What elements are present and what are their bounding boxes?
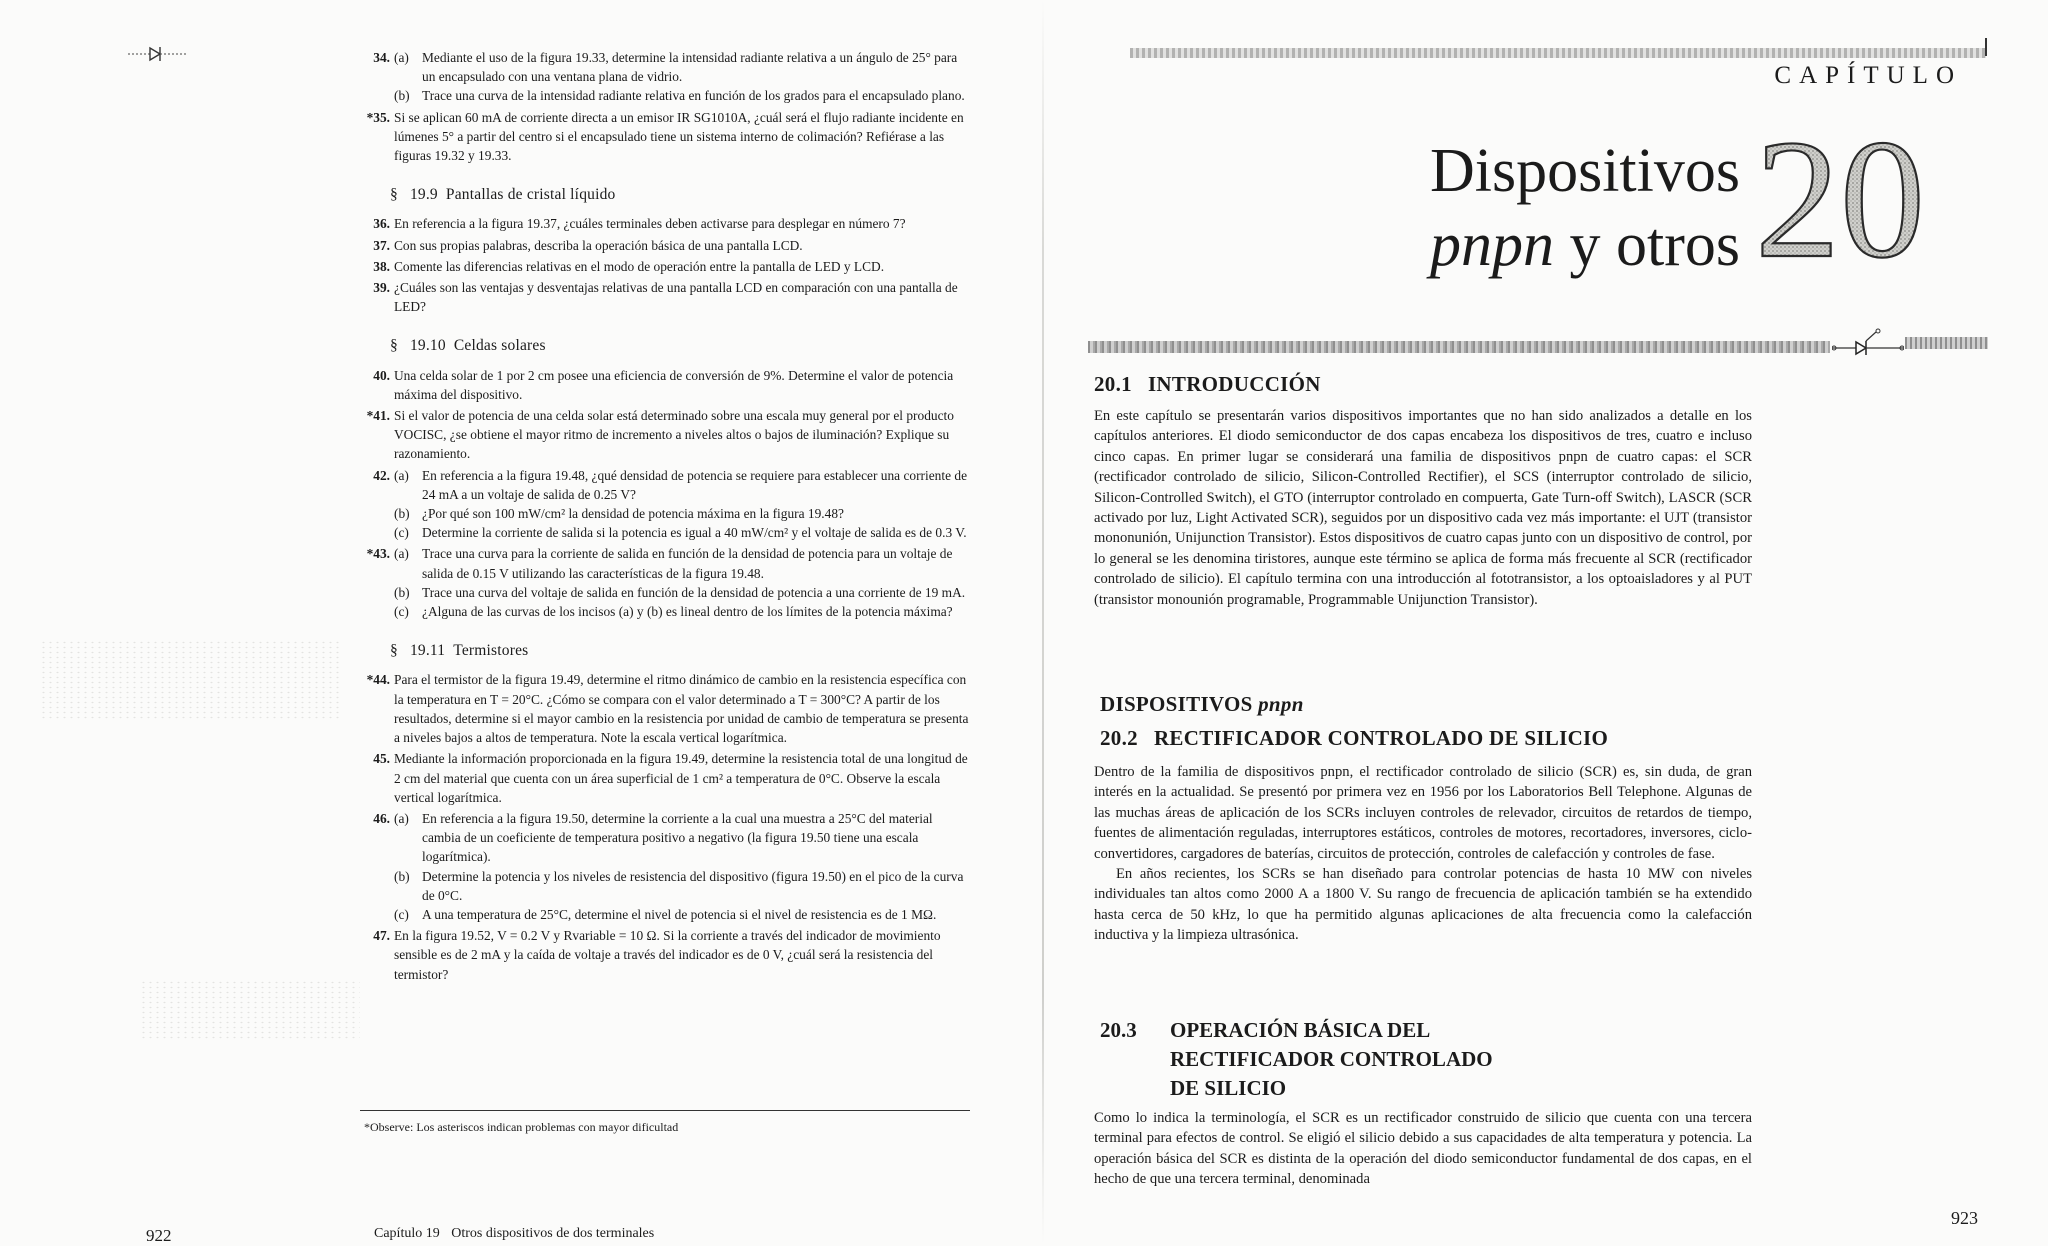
problem-part-text: ¿Alguna de las curvas de los incisos (a) y (b) es lineal dentro de los límites de la potencia máxima? <box>422 604 953 620</box>
chapter-title-line1: Dispositivos <box>1429 137 1740 205</box>
problem-group <box>360 214 970 316</box>
problem-number: 34. <box>373 50 390 65</box>
problem-list <box>360 48 970 986</box>
chapter-number <box>1740 118 1940 278</box>
section-title-line1: OPERACIÓN BÁSICA DEL <box>1170 1018 1431 1042</box>
problem-number: 39. <box>373 280 390 296</box>
problem-item <box>360 236 970 255</box>
problem-text: Si el valor de potencia de una celda solar está determinado sobre una escala muy general por el producto VOCISC, ¿se obtiene el mayor ritmo de incremento a niveles altos o bajos de iluminación? Explique su razonamiento. <box>394 408 954 462</box>
problem-part-label: (a) <box>394 546 409 562</box>
scr-paragraphs <box>1094 762 1752 946</box>
problem-item <box>360 214 970 233</box>
chapter-title-rest: y otros <box>1554 211 1740 279</box>
problem-part <box>394 602 970 621</box>
problem-part-text: A una temperatura de 25°C, determine el nivel de potencia si el nivel de resistencia es de 1 MΩ. <box>422 906 937 922</box>
operation-paragraph <box>1094 1108 1752 1190</box>
page-number: 923 <box>1951 1208 1978 1228</box>
problem-part <box>394 466 970 504</box>
problem-text: Comente las diferencias relativas en el modo de operación entre la pantalla de LED y LCD. <box>394 258 885 274</box>
paragraph: En este capítulo se presentarán varios dispositivos importantes que no han sido analizados a detalle en los capítulos anteriores. El diodo semiconductor de dos capas encabeza los dispositivos de tres, cuatro e incluso cinco capas. En primer lugar se considerará una familia de dispositivos pnpn de cuatro capas: el SCR (rectificador controlado de silicio, Silicon-Controlled Rectifier), el SCS (interruptor controlado de silicio, Silicon-Controlled Switch), el GTO (interruptor controlado en compuerta, Gate Turn-off Switch), LASCR (SCR activado por luz, Light Activated SCR), seguidos por un dispositivo cada vez más importante: el UJT (transistor mononunión, Unijunction Transistor). Estos dispositivos de cuatro capas junto con un dispositivo de control, por lo general se les denomina tiristores, aunque este término se aplica de forma más frecuente al SCR (rectificador controlado de silicio). El capítulo termina con una introducción al fototransistor, a los optoaisladores y al PUT (transistor monounión programable, Programmable Unijunction Transistor). <box>1094 408 1752 608</box>
problem-group <box>360 670 970 983</box>
problem-item <box>360 466 970 543</box>
problem-part <box>394 867 970 905</box>
problem-group <box>360 366 970 622</box>
problem-item <box>360 278 970 316</box>
section-title-line2: RECTIFICADOR CONTROLADO <box>1170 1047 1493 1071</box>
section-title: Celdas solares <box>453 337 546 355</box>
problem-part <box>394 905 970 924</box>
section-heading-19-11 <box>390 641 970 660</box>
section-heading-20-2 <box>1100 726 1608 751</box>
problem-part-label: (b) <box>394 88 410 104</box>
problem-part-label: (a) <box>394 810 409 826</box>
section-heading-20-3 <box>1100 1016 1493 1103</box>
part-heading-text: DISPOSITIVOS <box>1100 692 1259 716</box>
problem-number: 38. <box>373 258 390 274</box>
problem-part <box>394 86 970 105</box>
page-number: 922 <box>146 1226 172 1245</box>
problem-part-text: En referencia a la figura 19.48, ¿qué densidad de potencia se requiere para establecer una corriente de 24 mA a un voltaje de salida de 0.25 V? <box>422 467 968 502</box>
chapter-title-italic: pnpn <box>1430 211 1554 279</box>
running-head-title: Otros dispositivos de dos terminales <box>451 1226 655 1241</box>
section-symbol: § <box>390 337 398 355</box>
problem-number: *41. <box>366 408 390 424</box>
problem-part-text: Trace una curva para la corriente de salida en función de la densidad de potencia para un voltaje de salida de 0.15 V utilizando las características de la figura 19.48. <box>422 546 953 581</box>
top-rule <box>1130 48 1986 58</box>
ornament-rule-end <box>1905 337 1988 349</box>
section-title-line3: DE SILICIO <box>1170 1076 1287 1100</box>
intro-paragraph <box>1094 406 1752 610</box>
problem-part-text: Trace una curva de la intensidad radiante relativa en función de los grados para el encapsulado plano. <box>422 88 965 104</box>
problem-number: *44. <box>366 672 390 688</box>
section-symbol: § <box>390 186 398 204</box>
problem-part-label: (a) <box>394 467 409 483</box>
running-head <box>374 1226 654 1242</box>
problem-item <box>360 108 970 166</box>
section-title: Termistores <box>453 642 529 660</box>
problem-part-text: Determine la corriente de salida si la potencia es igual a 40 mW/cm² y el voltaje de salida es de 0.3 V. <box>422 525 967 541</box>
problem-part <box>394 523 970 542</box>
problem-item <box>360 544 970 621</box>
problem-part <box>394 504 970 523</box>
section-number: 19.11 <box>409 642 446 660</box>
problem-number: 37. <box>373 237 390 253</box>
problem-part-text: ¿Por qué son 100 mW/cm² la densidad de potencia máxima en la figura 19.48? <box>422 506 844 522</box>
problem-number: 46. <box>373 810 390 826</box>
running-head-chapter: Capítulo 19 <box>374 1226 440 1241</box>
section-title: RECTIFICADOR CONTROLADO DE SILICIO <box>1153 726 1609 750</box>
part-heading-pnpn <box>1100 692 1304 717</box>
section-number: 20.2 <box>1100 726 1138 750</box>
problem-number: 47. <box>373 928 390 944</box>
problem-number: 40. <box>373 367 390 383</box>
problem-text: ¿Cuáles son las ventajas y desventajas relativas de una pantalla LCD en comparación con una pantalla de LED? <box>394 280 958 315</box>
chapter-label: CAPÍTULO <box>1774 62 1962 89</box>
problem-number: 42. <box>373 467 390 483</box>
problem-item <box>360 366 970 404</box>
problem-part-label: (a) <box>394 50 409 65</box>
problem-group <box>360 48 970 165</box>
problem-part-label: (b) <box>394 584 410 600</box>
footnote-rule <box>360 1110 970 1111</box>
section-number: 20.1 <box>1094 372 1132 396</box>
section-number: 19.10 <box>409 337 446 355</box>
paragraph: Como lo indica la terminología, el SCR es un rectificador construido de silicio que cuenta con una tercera terminal para efectos de control. Se eligió el silicio debido a sus capacidades de alta temperatura y potencia. La operación básica del SCR es distinta de la operación del diodo semiconductor fundamental de dos capas, en el hecho de que una tercera terminal, denominada <box>1094 1110 1752 1188</box>
problem-text: Una celda solar de 1 por 2 cm posee una eficiencia de conversión de 9%. Determine el valor de potencia máxima del dispositivo. <box>394 367 954 402</box>
scan-noise <box>40 640 340 720</box>
part-heading-italic: pnpn <box>1258 692 1304 716</box>
problem-part-label: (b) <box>394 506 410 522</box>
chapter-title <box>1300 134 1740 282</box>
problem-item <box>360 749 970 807</box>
problem-item <box>360 406 970 464</box>
diode-symbol-icon <box>128 44 188 64</box>
problem-part-label: (c) <box>394 525 409 541</box>
problem-part-text: En referencia a la figura 19.50, determine la corriente a la cual una muestra a 25°C del material cambia de un coeficiente de temperatura positivo a negativo (la figura 19.50 tiene una escala logarítmica). <box>422 810 933 865</box>
section-heading-19-10 <box>390 336 970 355</box>
problem-text: Para el termistor de la figura 19.49, determine el ritmo dinámico de cambio en la resistencia específica con la temperatura en T = 20°C. ¿Cómo se compara con el valor determinado a T = 300°C? A partir de los resultados, determine si el mayor cambio en la resistencia por unidad de cambio de temperatura se presenta a niveles bajos a altos de temperatura. Note la escala vertical logarítmica. <box>394 672 969 746</box>
scr-symbol-icon <box>1832 328 1904 362</box>
section-title: Pantallas de cristal líquido <box>445 186 616 204</box>
problem-number: *43. <box>366 546 390 562</box>
problem-text: En la figura 19.52, V = 0.2 V y Rvariable = 10 Ω. Si la corriente a través del indicador de movimiento sensible es de 2 mA y la caída de voltaje a través del indicador es de 0 V, ¿cuál será la resistencia del termistor? <box>394 928 941 982</box>
problem-part <box>394 809 970 867</box>
problem-part <box>394 583 970 602</box>
section-heading-19-9 <box>390 185 970 204</box>
problem-item <box>360 48 970 106</box>
paragraph: Dentro de la familia de dispositivos pnpn, el rectificador controlado de silicio (SCR) es, sin duda, de gran interés en la actualidad. Se presentó por primera vez en 1956 por los Laboratorios Bell Telephone. Algunas de las muchas áreas de aplicación de los SCRs incluyen controles de relevador, circuitos de retardos de tiempo, fuentes de alimentación reguladas, interruptores estáticos, controles de motores, recortadores, inversores, ciclo-convertidores, cargadores de baterías, circuitos de protección, controles de calefacción y controles de fase. <box>1094 764 1752 862</box>
problem-item <box>360 926 970 984</box>
problem-part-label: (c) <box>394 906 409 922</box>
problem-number: 45. <box>373 751 390 767</box>
problem-text: Si se aplican 60 mA de corriente directa a un emisor IR SG1010A, ¿cuál será el flujo radiante incidente en lúmenes 5° a partir del centro si el encapsulado tiene un sistema interno de colimación? Refiérase a las figuras 19.32 y 19.33. <box>394 109 964 164</box>
problem-part-text: Mediante el uso de la figura 19.33, determine la intensidad radiante relativa a un ángulo de 25° para un encapsulado con una ventana plana de vidrio. <box>422 50 958 85</box>
section-number: 20.3 <box>1100 1018 1137 1042</box>
problem-number: *35. <box>366 109 390 125</box>
right-page <box>1040 0 2048 1244</box>
section-title: INTRODUCCIÓN <box>1147 372 1321 396</box>
section-heading-20-1 <box>1094 372 1321 397</box>
chapter-number-text: 20 <box>1755 118 1925 278</box>
section-number: 19.9 <box>409 186 438 204</box>
section-symbol: § <box>390 642 398 660</box>
problem-part <box>394 48 970 86</box>
footnote: *Observe: Los asteriscos indican problemas con mayor dificultad <box>364 1120 679 1134</box>
problem-text: Mediante la información proporcionada en la figura 19.49, determine la resistencia total de una longitud de 2 cm del material que cuenta con un área superficial de 1 cm² a temperatura de 0°C. Observe la escala vertical logarítmica. <box>394 751 968 805</box>
problem-part-label: (b) <box>394 868 410 884</box>
problem-part-text: Trace una curva del voltaje de salida en función de la densidad de potencia a una corriente de 19 mA. <box>422 584 966 600</box>
problem-part-label: (c) <box>394 604 409 620</box>
problem-part <box>394 544 970 582</box>
problem-text: Con sus propias palabras, describa la operación básica de una pantalla LCD. <box>394 237 803 253</box>
problem-number: 36. <box>373 216 390 232</box>
problem-part-text: Determine la potencia y los niveles de resistencia del dispositivo (figura 19.50) en el pico de la curva de 0°C. <box>422 868 964 903</box>
problem-item <box>360 809 970 924</box>
chapter-title-line2 <box>1300 208 1740 282</box>
problem-item <box>360 257 970 276</box>
top-rule-end <box>1985 38 1987 56</box>
ornament-rule <box>1088 341 1830 353</box>
paragraph: En años recientes, los SCRs se han diseñado para controlar potencias de hasta 10 MW con niveles individuales tan altos como 2000 A a 1800 V. Su rango de frecuencia de aplicación también se ha extendido hasta cerca de 50 kHz, lo que ha permitido algunas aplicaciones de alta frecuencia como la calefacción inductiva y la limpieza ultrasónica. <box>1094 866 1752 944</box>
scan-noise <box>140 980 360 1040</box>
problem-item <box>360 670 970 747</box>
problem-text: En referencia a la figura 19.37, ¿cuáles terminales deben activarse para desplegar en número 7? <box>394 216 906 232</box>
